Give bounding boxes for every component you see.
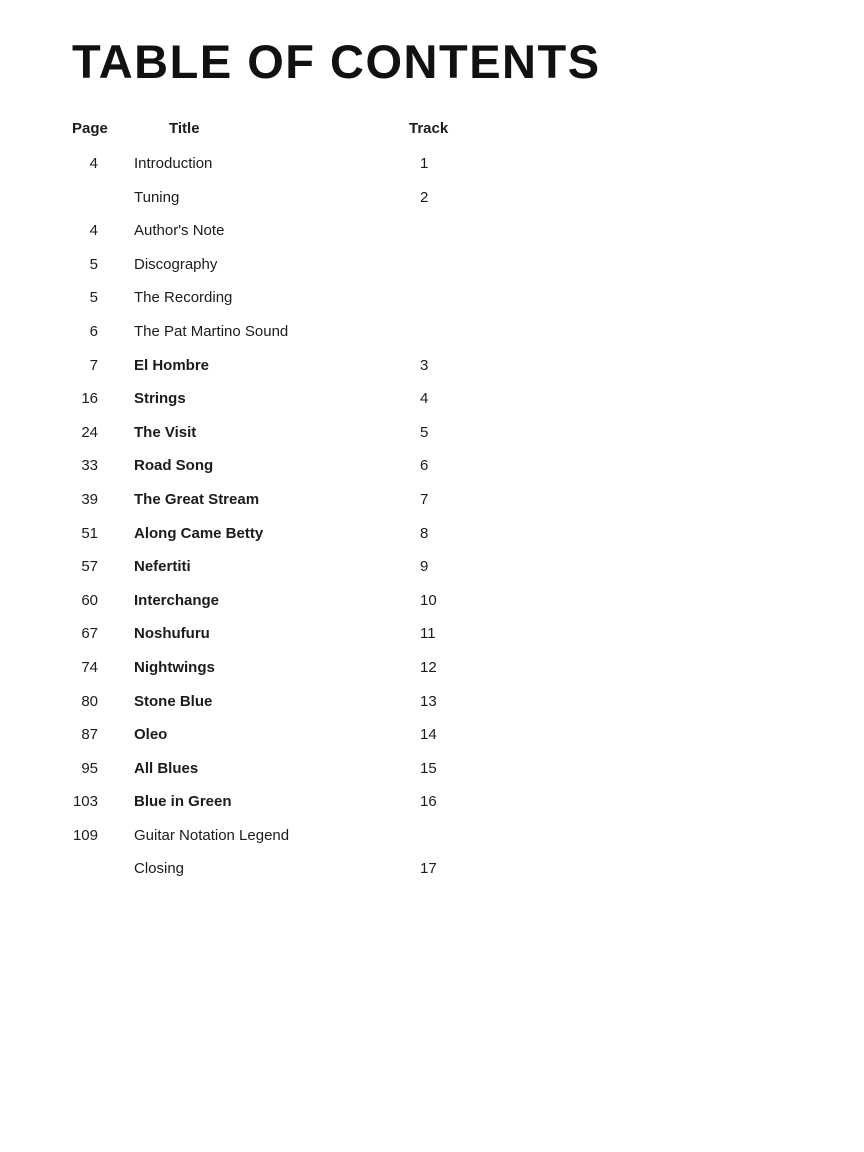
toc-row — [72, 449, 792, 483]
toc-row-title: Author's Note — [134, 222, 225, 240]
toc-row-track: 4 — [420, 390, 429, 408]
page-title: TABLE OF CONTENTS — [72, 35, 601, 88]
toc-row — [72, 819, 792, 853]
toc-row-track: 12 — [420, 658, 437, 676]
toc-row — [72, 382, 792, 416]
toc-row-track: 13 — [420, 692, 437, 710]
toc-row-title: Introduction — [134, 155, 213, 172]
toc-row-title: Nefertiti — [134, 558, 191, 576]
toc-row-page: 80 — [81, 692, 98, 710]
toc-row-page: 6 — [89, 322, 98, 340]
toc-header-row — [72, 111, 792, 147]
toc-row-page: 16 — [81, 390, 98, 408]
toc-row — [72, 214, 792, 248]
toc-row — [72, 718, 792, 752]
toc-row-page: 33 — [81, 457, 98, 475]
toc-row-page: 60 — [81, 591, 98, 609]
toc-row-page: 57 — [81, 558, 98, 576]
toc-row-page: 5 — [89, 255, 98, 273]
toc-row — [72, 550, 792, 584]
toc-content — [72, 35, 792, 886]
toc-row — [72, 248, 792, 282]
toc-rows — [72, 147, 792, 886]
toc-row-page: 39 — [81, 490, 98, 508]
toc-row-page: 74 — [81, 658, 98, 676]
toc-row-page: 51 — [81, 524, 98, 542]
toc-row-page: 4 — [89, 155, 98, 172]
toc-row — [72, 685, 792, 719]
toc-row-page: 24 — [81, 423, 98, 441]
toc-row-title: Noshufuru — [134, 625, 210, 643]
toc-row — [72, 617, 792, 651]
toc-row-track: 10 — [420, 591, 437, 609]
toc-row-track: 2 — [420, 188, 429, 206]
toc-row — [72, 517, 792, 551]
toc-row-page: 4 — [89, 222, 98, 240]
toc-row-page: 87 — [81, 726, 98, 744]
toc-row-title: Stone Blue — [134, 692, 213, 710]
toc-row-track: 5 — [420, 423, 429, 441]
column-header-page: Page — [72, 120, 108, 137]
toc-row-title: The Great Stream — [134, 490, 260, 508]
toc-row-track: 7 — [420, 490, 429, 508]
toc-row-track: 16 — [420, 793, 437, 811]
toc-row-title: Closing — [134, 860, 185, 878]
toc-row-title: All Blues — [134, 759, 199, 777]
toc-row-title: El Hombre — [134, 356, 210, 374]
toc-row-track: 1 — [420, 155, 429, 172]
toc-row — [72, 281, 792, 315]
toc-row-page: 67 — [81, 625, 98, 643]
toc-row-title: The Visit — [134, 423, 197, 441]
toc-row — [72, 752, 792, 786]
toc-row-title: Guitar Notation Legend — [134, 826, 290, 844]
toc-row-title: The Recording — [134, 289, 233, 307]
toc-row-title: Interchange — [134, 591, 220, 609]
toc-row-track: 15 — [420, 759, 437, 777]
toc-row-title: Strings — [134, 390, 186, 408]
toc-row-track: 9 — [420, 558, 429, 576]
toc-row — [72, 349, 792, 383]
toc-row-track: 11 — [420, 625, 436, 643]
toc-row-title: Nightwings — [134, 658, 215, 676]
toc-row-track: 14 — [420, 726, 437, 744]
toc-row-page: 95 — [81, 759, 98, 777]
toc-row — [72, 584, 792, 618]
toc-row-page: 7 — [89, 356, 98, 374]
toc-row-page: 103 — [72, 793, 98, 811]
toc-row-track: 17 — [420, 860, 437, 878]
toc-row — [72, 416, 792, 450]
toc-row-title: Blue in Green — [134, 793, 232, 811]
toc-row-title: Along Came Betty — [134, 524, 264, 542]
toc-row — [72, 651, 792, 685]
toc-row — [72, 852, 792, 886]
toc-row-title: Road Song — [134, 457, 214, 475]
toc-row — [72, 147, 792, 181]
column-header-track: Track — [409, 120, 449, 137]
toc-row-title: Discography — [134, 255, 218, 273]
toc-row-page: 5 — [89, 289, 98, 307]
toc-row — [72, 315, 792, 349]
toc-row-title: Tuning — [134, 188, 180, 206]
toc-row — [72, 483, 792, 517]
toc-row — [72, 181, 792, 215]
toc-row-track: 3 — [420, 356, 429, 374]
toc-row-title: The Pat Martino Sound — [134, 322, 289, 340]
toc-row — [72, 785, 792, 819]
toc-row-track: 6 — [420, 457, 429, 475]
toc-row-page: 109 — [72, 826, 98, 844]
column-header-title: Title — [169, 120, 200, 137]
toc-row-track: 8 — [420, 524, 429, 542]
toc-row-title: Oleo — [134, 726, 168, 744]
